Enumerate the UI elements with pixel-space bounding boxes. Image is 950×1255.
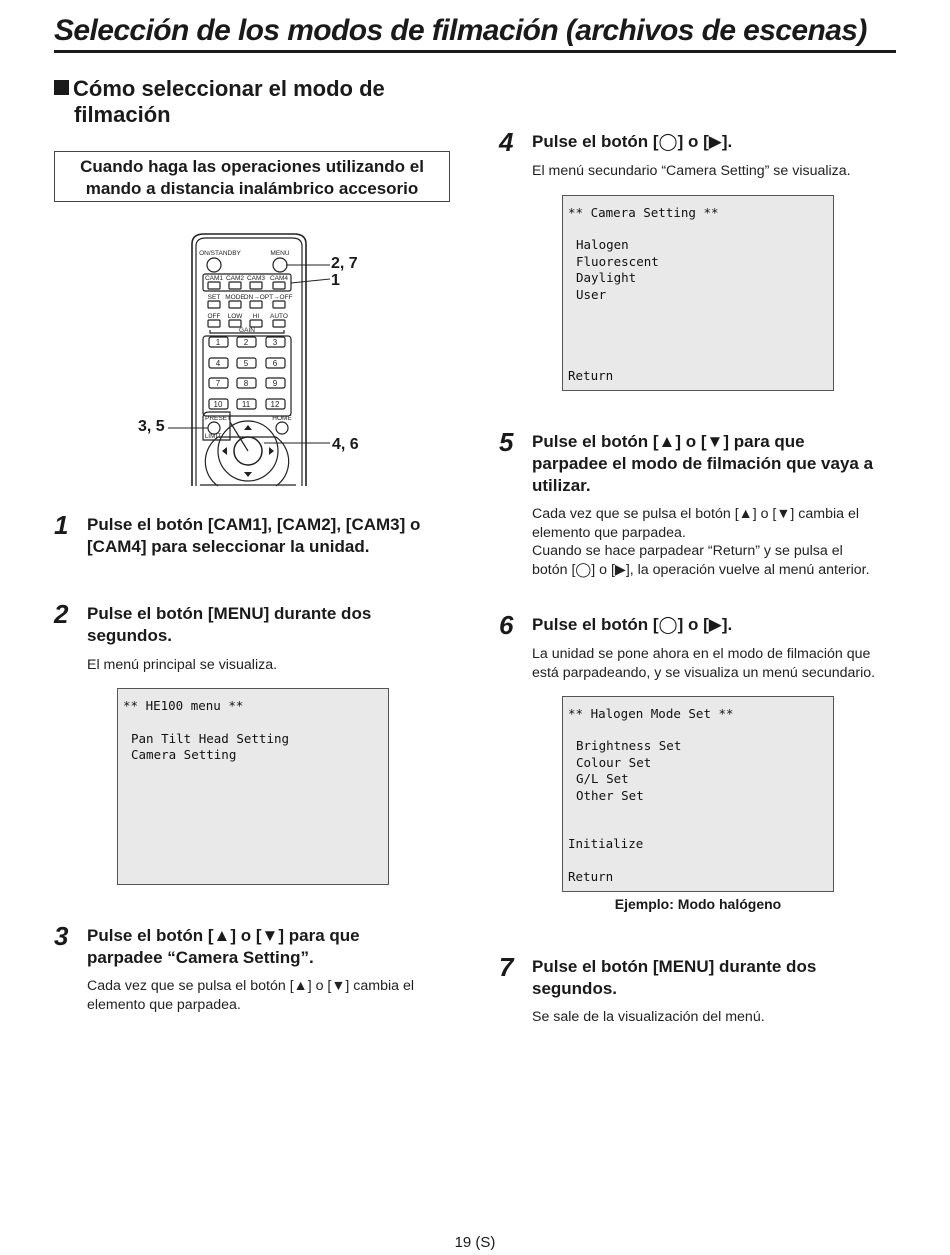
menu-item: Colour Set: [576, 755, 652, 770]
step-body: [532, 162, 851, 181]
key-12: 12: [270, 400, 280, 409]
menu-title: ** HE100 menu **: [123, 698, 244, 713]
callout-4-6: 4, 6: [332, 436, 359, 453]
step-heading-line: Pulse el botón [◯] o [▶].: [532, 132, 733, 151]
step-heading: [87, 925, 360, 969]
step-body-line: Se sale de la visualización del menú.: [532, 1009, 765, 1025]
step-body: [532, 645, 875, 682]
step-number: 5: [499, 427, 514, 457]
cam1-label: CAM1: [204, 275, 224, 282]
preset-label: PRESET: [204, 415, 232, 422]
step-heading-line: Pulse el botón [MENU] durante dos: [87, 604, 372, 623]
step-heading: [87, 514, 420, 558]
menu-item: G/L Set: [576, 771, 629, 786]
mode-label: MODE: [225, 294, 245, 301]
callout-2-7: 2, 7: [331, 255, 358, 272]
hi-label: HI: [252, 313, 260, 320]
step-number: 7: [499, 952, 514, 982]
step-body-line: Cada vez que se pulsa el botón [▲] o [▼] cambia el: [87, 978, 414, 994]
step-body-line: está parpadeando, y se visualiza un menú secundario.: [532, 664, 876, 681]
cam2-label: CAM2: [225, 275, 245, 282]
step-number: 4: [499, 127, 514, 157]
menu-title: ** Camera Setting **: [568, 205, 719, 220]
section-heading: [54, 76, 454, 128]
low-label: LOW: [227, 313, 243, 320]
step-heading: [532, 131, 732, 153]
key-9: 9: [272, 379, 278, 388]
step-heading-line: Pulse el botón [▲] o [▼] para que: [87, 926, 360, 945]
menu-item: Pan Tilt Head Setting: [131, 731, 290, 746]
step-body-line: elemento que parpadea.: [532, 524, 686, 541]
page-number: 19 (S): [454, 1234, 496, 1251]
menu-item: Fluorescent: [576, 254, 659, 269]
step-body: [532, 1008, 765, 1027]
menu-return: Return: [568, 869, 614, 884]
step-body-line: elemento que parpadea.: [87, 996, 241, 1013]
step-body-line: El menú secundario “Camera Setting” se visualiza.: [532, 163, 851, 179]
step-number: 1: [54, 510, 69, 540]
key-8: 8: [243, 379, 249, 388]
step-body: [87, 977, 414, 1014]
step-body-line: Cuando se hace parpadear “Return” y se pulsa el: [532, 543, 843, 559]
key-11: 11: [241, 400, 251, 409]
remote-control-illustration: [136, 232, 372, 488]
key-7: 7: [215, 379, 221, 388]
gain-label: GAIN: [239, 327, 255, 334]
cam3-label: CAM3: [246, 275, 266, 282]
section-heading-line1: Cómo seleccionar el modo de: [73, 76, 385, 101]
step-body-line: botón [◯] o [▶], la operación vuelve al menú anterior.: [532, 561, 870, 578]
step-body: [532, 505, 870, 579]
page-title: Selección de los modos de filmación (archivos de escenas): [54, 14, 896, 53]
menu-return: Return: [568, 368, 614, 383]
step-heading: [87, 603, 371, 647]
on-standby-label: ON/STANDBY: [199, 250, 241, 257]
step-heading-line: utilizar.: [532, 476, 591, 495]
menu-item: Brightness Set: [576, 738, 682, 753]
example-caption: Ejemplo: Modo halógeno: [614, 896, 782, 912]
note-line1: Cuando haga las operaciones utilizando el: [80, 157, 424, 176]
menu-item: Daylight: [576, 270, 637, 285]
on-opt-off-label: ON→OPT→OFF: [243, 294, 293, 301]
step-number: 3: [54, 921, 69, 951]
menu-item: Halogen: [576, 237, 629, 252]
step-body-line: El menú principal se visualiza.: [87, 657, 278, 673]
cam4-label: CAM4: [269, 275, 289, 282]
step-heading-line: Pulse el botón [CAM1], [CAM2], [CAM3] o: [87, 515, 421, 534]
callout-1: 1: [331, 272, 340, 289]
step-heading: [532, 956, 816, 1000]
key-4: 4: [215, 359, 221, 368]
key-6: 6: [272, 359, 278, 368]
key-2: 2: [243, 338, 249, 347]
set-label: SET: [207, 294, 221, 301]
step-heading-line: parpadee “Camera Setting”.: [87, 948, 314, 967]
step-number: 6: [499, 610, 514, 640]
step-heading-line: Pulse el botón [MENU] durante dos: [532, 957, 817, 976]
step-heading-line: segundos.: [532, 979, 618, 998]
step-heading: [532, 431, 873, 497]
halogen-mode-menu-screen: [562, 696, 834, 892]
remote-note-box: [54, 151, 450, 202]
key-1: 1: [215, 338, 221, 347]
step-heading-line: segundos.: [87, 626, 173, 645]
step-body-line: La unidad se pone ahora en el modo de filmación que: [532, 646, 871, 662]
menu-item: User: [576, 287, 607, 302]
menu-label: MENU: [270, 250, 290, 257]
limit-label: LIMIT: [204, 433, 222, 440]
step-number: 2: [54, 599, 69, 629]
key-5: 5: [243, 359, 249, 368]
menu-title: ** Halogen Mode Set **: [568, 706, 734, 721]
key-3: 3: [272, 338, 278, 347]
step-heading: [532, 614, 732, 636]
key-10: 10: [213, 400, 223, 409]
section-heading-line2: filmación: [74, 102, 171, 127]
step-heading-line: Pulse el botón [▲] o [▼] para que: [532, 432, 805, 451]
step-body: [87, 656, 277, 675]
step-heading-line: [CAM4] para seleccionar la unidad.: [87, 537, 370, 556]
camera-setting-menu-screen: [562, 195, 834, 391]
auto-label: AUTO: [270, 313, 288, 320]
callout-3-5: 3, 5: [138, 418, 165, 435]
main-menu-screen: [117, 688, 389, 885]
off-label: OFF: [207, 313, 221, 320]
step-heading-line: parpadee el modo de filmación que vaya a: [532, 454, 874, 473]
home-label: HOME: [272, 415, 292, 422]
step-heading-line: Pulse el botón [◯] o [▶].: [532, 615, 733, 634]
menu-initialize: Initialize: [568, 836, 644, 851]
menu-item: Other Set: [576, 788, 644, 803]
step-body-line: Cada vez que se pulsa el botón [▲] o [▼] cambia el: [532, 506, 859, 522]
note-line2: mando a distancia inalámbrico accesorio: [85, 179, 419, 198]
black-square-icon: [54, 80, 69, 95]
menu-item: Camera Setting: [131, 747, 237, 762]
